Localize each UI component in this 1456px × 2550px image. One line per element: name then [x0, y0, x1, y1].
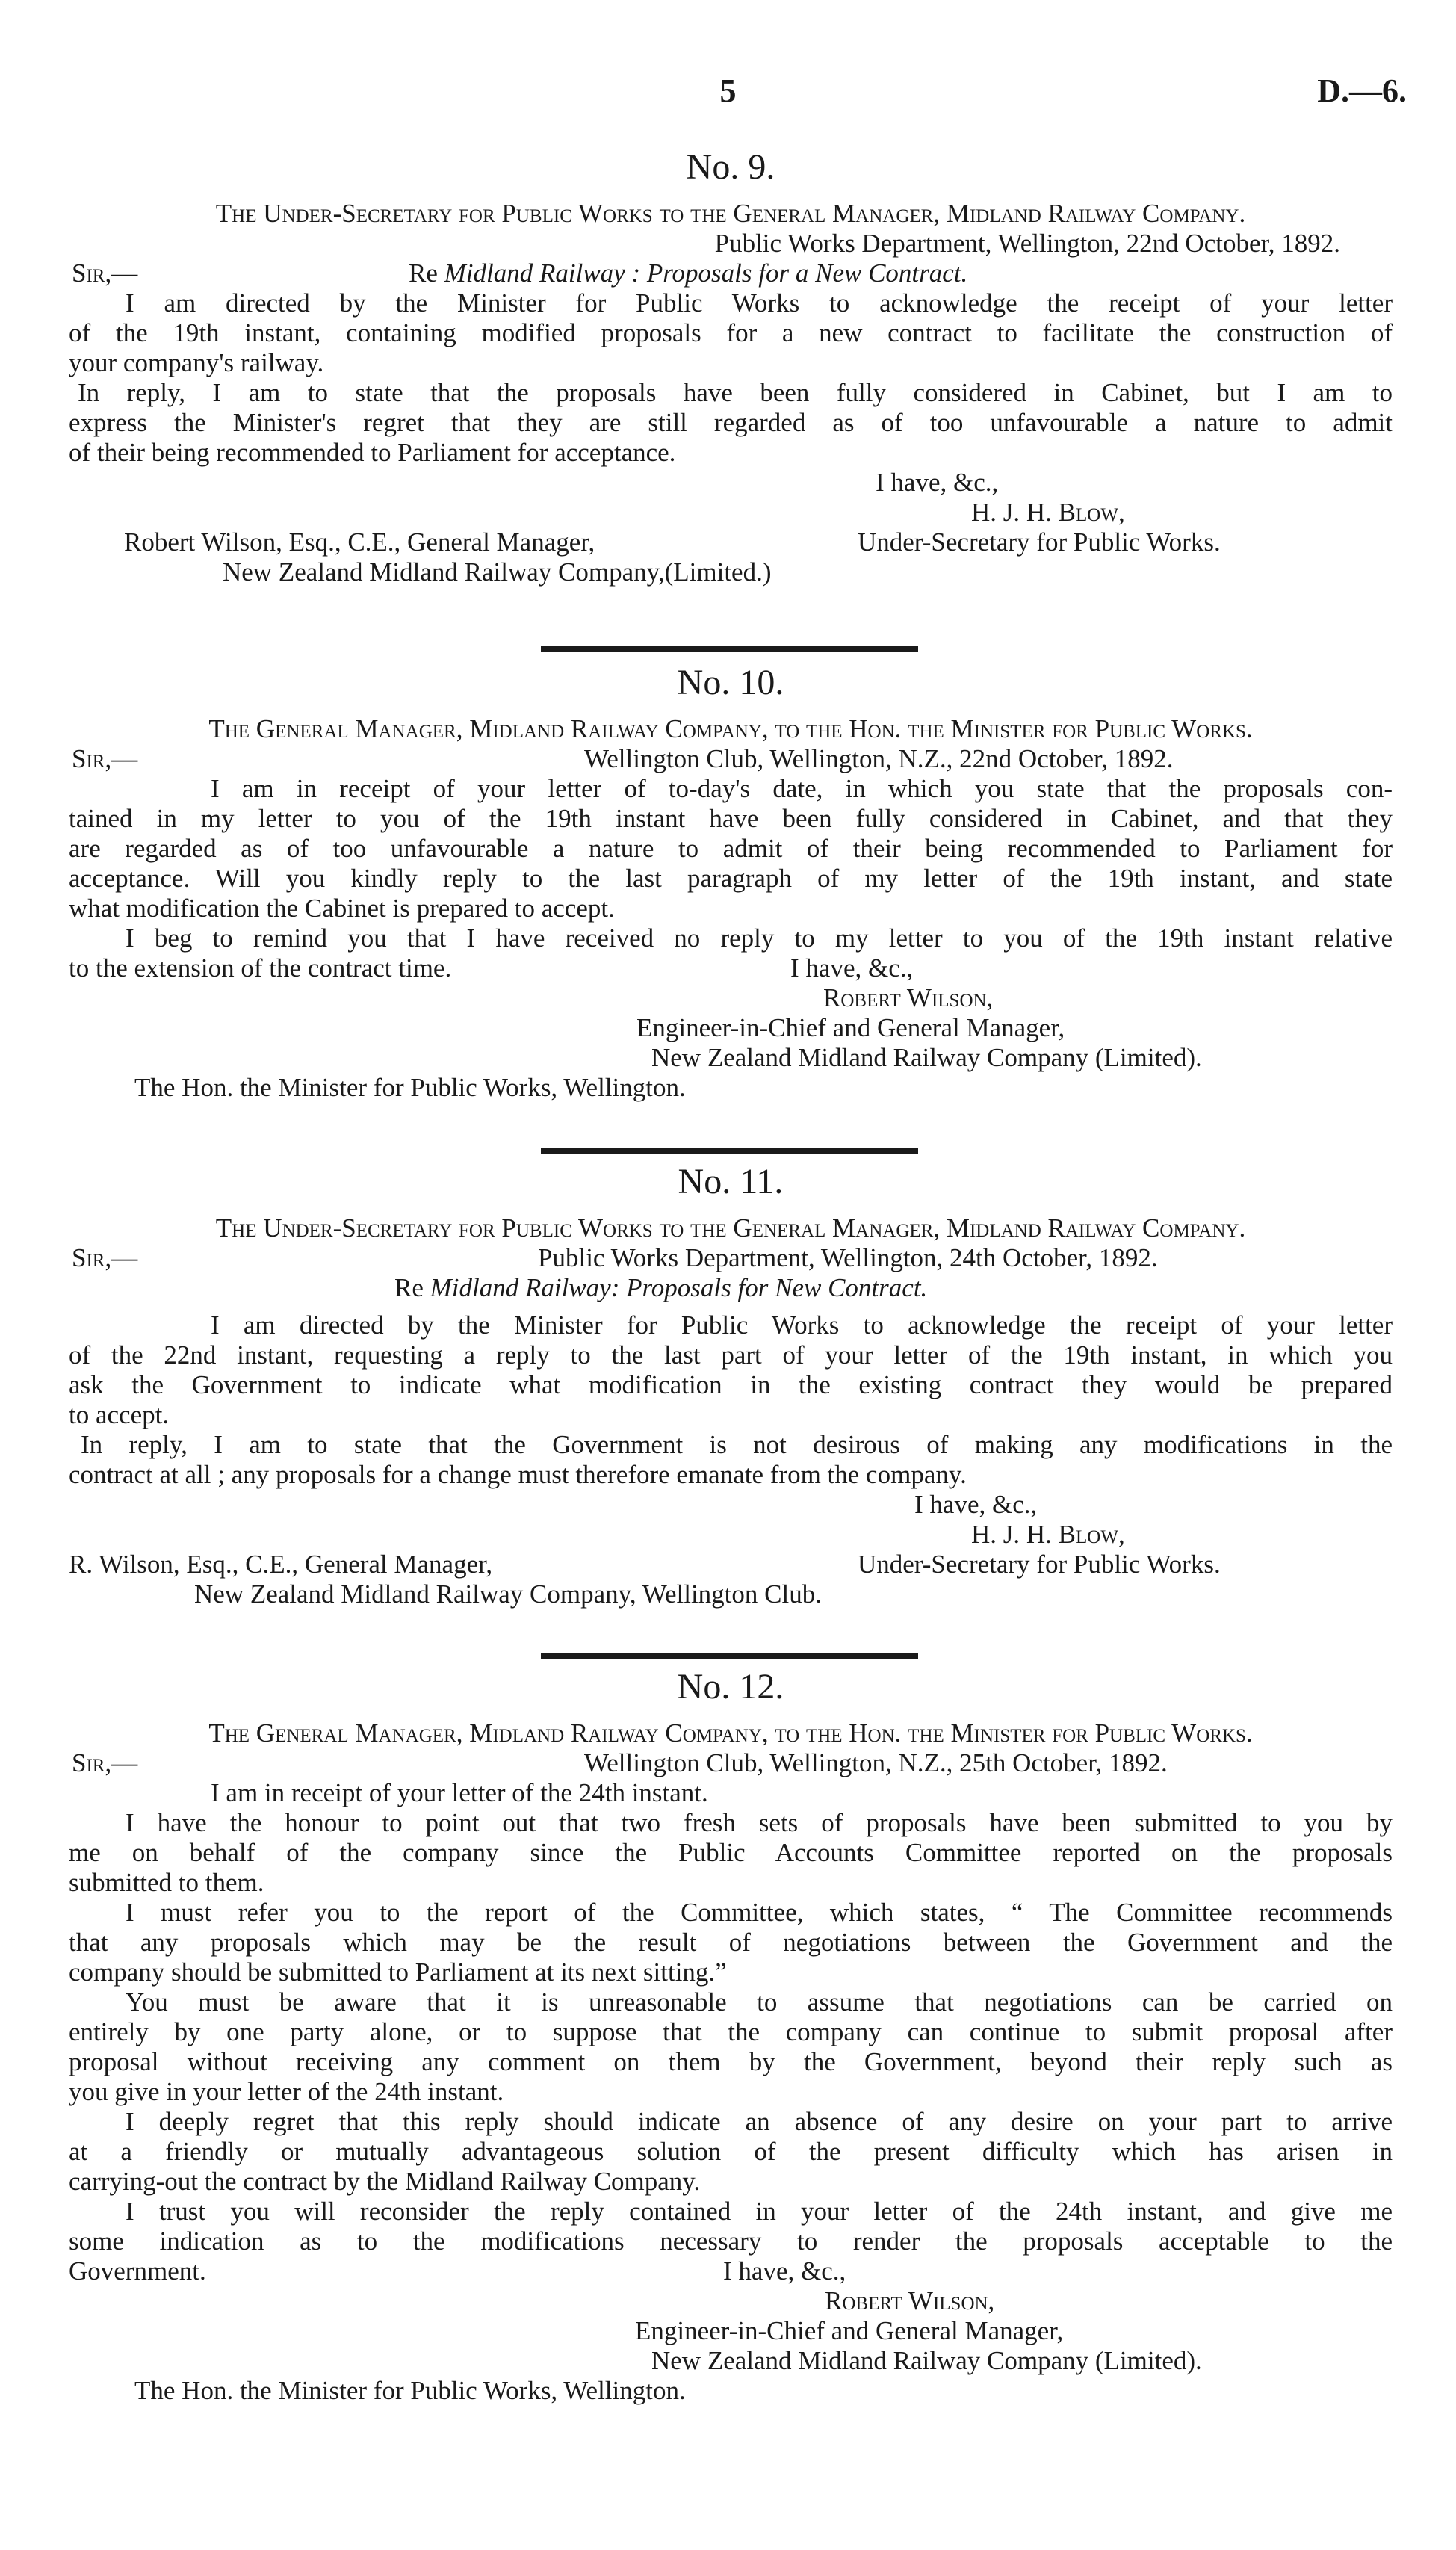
paragraph-line: that any proposals which may be the result of negotiations between the Government and the: [69, 1928, 1393, 1957]
section-divider: [541, 1148, 918, 1154]
addressee: R. Wilson, Esq., C.E., General Manager,: [69, 1550, 493, 1579]
signature: H. J. H. Blow,: [971, 1520, 1125, 1549]
letter-address: Public Works Department, Wellington, 24th October, 1892.: [538, 1243, 1158, 1272]
paragraph-line: you give in your letter of the 24th instant.: [69, 2077, 504, 2106]
salutation-row: [69, 1243, 1393, 1273]
letter-9: [69, 146, 1393, 587]
paragraph-line: acceptance. Will you kindly reply to the last paragraph of my letter of the 19th instant, and state: [69, 864, 1393, 893]
subject-text: Midland Railway : Proposals for a New Contract.: [444, 259, 968, 288]
paragraph-line: of the 22nd instant, requesting a reply to the last part of your letter of the 19th instant, in which you: [69, 1340, 1393, 1370]
title-row: [69, 527, 1393, 557]
paragraph-line: your company's railway.: [69, 348, 324, 377]
signature-row: [69, 2286, 1393, 2316]
paragraph-line: me on behalf of the company since the Public Accounts Committee reported on the proposals: [69, 1838, 1393, 1867]
closing: I have, &c.,: [790, 953, 914, 982]
paragraph-line: company should be submitted to Parliament at its next sitting.”: [69, 1958, 727, 1987]
letter-header: The Under-Secretary for Public Works to the General Manager, Midland Railway Company.: [215, 199, 1246, 228]
signatory-company: New Zealand Midland Railway Company (Limited).: [651, 1043, 1202, 1072]
paragraph-line: of the 19th instant, containing modified proposals for a new contract to facilitate the construction of: [69, 318, 1393, 347]
letter-header: The General Manager, Midland Railway Company, to the Hon. the Minister for Public Works.: [208, 714, 1253, 743]
signatory-company: New Zealand Midland Railway Company (Limited).: [651, 2346, 1202, 2375]
paragraph-line: ask the Government to indicate what modification in the existing contract they would be prepared: [69, 1370, 1393, 1399]
addressee: Robert Wilson, Esq., C.E., General Manager,: [124, 527, 595, 557]
addressee-row: [69, 1073, 1393, 1103]
closing: I have, &c.,: [876, 468, 999, 497]
signatory-title: Engineer-in-Chief and General Manager,: [635, 2316, 1064, 2345]
page-number: 5: [719, 72, 737, 109]
section-divider: [541, 1653, 918, 1659]
subject-text: Midland Railway: Proposals for New Contract.: [430, 1273, 928, 1302]
letter-number: No. 12.: [677, 1667, 784, 1706]
subject-prefix: Re: [394, 1273, 424, 1302]
salutation-row: [69, 259, 1393, 288]
letter-address: Wellington Club, Wellington, N.Z., 25th October, 1892.: [584, 1748, 1168, 1777]
paragraph-line: I am in receipt of your letter of the 24th instant.: [211, 1778, 708, 1807]
paragraph-line: I am directed by the Minister for Public Works to acknowledge the receipt of your letter: [211, 1310, 1393, 1340]
paragraph-line: entirely by one party alone, or to suppose that the company can continue to submit proposal after: [69, 2017, 1393, 2046]
signature-row: [69, 498, 1393, 527]
letter-number: No. 10.: [677, 663, 784, 702]
title-row-2: [69, 2346, 1393, 2376]
closing-row: [69, 468, 1393, 498]
addressee: The Hon. the Minister for Public Works, Wellington.: [134, 2376, 686, 2405]
letter-11: [69, 1161, 1393, 1609]
paragraph-line: of their being recommended to Parliament for acceptance.: [69, 438, 676, 467]
salutation: Sir,—: [72, 744, 138, 773]
salutation: Sir,—: [72, 259, 138, 288]
closing: I have, &c.,: [914, 1490, 1038, 1519]
addressee: The Hon. the Minister for Public Works, Wellington.: [134, 1073, 686, 1102]
section-divider: [541, 646, 918, 652]
paragraph-line: Government.: [69, 2256, 206, 2286]
paragraph-line: contract at all ; any proposals for a change must therefore emanate from the company.: [69, 1460, 967, 1489]
letter-number: No. 9.: [686, 147, 775, 187]
paragraph-line: tained in my letter to you of the 19th instant have been fully considered in Cabinet, and that they: [69, 804, 1393, 833]
paragraph-line: In reply, I am to state that the Government is not desirous of making any modifications in the: [81, 1430, 1393, 1459]
paragraph-line: I trust you will reconsider the reply contained in your letter of the 24th instant, and give me: [126, 2197, 1393, 2226]
closing-row: [69, 953, 1393, 983]
signature: Robert Wilson,: [823, 983, 994, 1012]
signature: Robert Wilson,: [825, 2286, 995, 2315]
addressee-row: [69, 1579, 1393, 1609]
letter-header: The Under-Secretary for Public Works to the General Manager, Midland Railway Company.: [215, 1213, 1246, 1242]
signatory-title: Under-Secretary for Public Works.: [858, 527, 1221, 557]
salutation-row: [69, 744, 1393, 774]
addressee-row: [69, 2376, 1393, 2406]
letter-address: Public Works Department, Wellington, 22nd October, 1892.: [714, 229, 1340, 258]
paragraph-line: I am in receipt of your letter of to-day's date, in which you state that the proposals con-: [211, 774, 1393, 803]
paragraph-line: carrying-out the contract by the Midland Railway Company.: [69, 2167, 701, 2196]
paragraph-line: at a friendly or mutually advantageous solution of the present difficulty which has arisen in: [69, 2137, 1393, 2166]
paragraph-line: what modification the Cabinet is prepared to accept.: [69, 894, 615, 923]
paragraph-line: I am directed by the Minister for Public Works to acknowledge the receipt of your letter: [126, 288, 1393, 318]
document-reference: D.—6.: [1317, 72, 1407, 109]
title-row: [69, 2316, 1393, 2346]
subject-row: [69, 1273, 1393, 1303]
paragraph-line: You must be aware that it is unreasonable to assume that negotiations can be carried on: [126, 1987, 1393, 2017]
addressee-company: New Zealand Midland Railway Company, Wellington Club.: [194, 1579, 822, 1609]
closing-row: [69, 2256, 1393, 2286]
paragraph-line: I beg to remind you that I have received no reply to my letter to you of the 19th instant relative: [126, 923, 1393, 953]
paragraph-line: are regarded as of too unfavourable a nature to admit of their being recommended to Parliament for: [69, 834, 1393, 863]
letter-header: The General Manager, Midland Railway Company, to the Hon. the Minister for Public Works.: [208, 1718, 1253, 1748]
paragraph-line: I have the honour to point out that two fresh sets of proposals have been submitted to you by: [126, 1808, 1393, 1837]
paragraph-line: some indication as to the modifications necessary to render the proposals acceptable to the: [69, 2226, 1393, 2256]
letter-address: Wellington Club, Wellington, N.Z., 22nd October, 1892.: [584, 744, 1174, 773]
paragraph-line: I must refer you to the report of the Committee, which states, “ The Committee recommends: [126, 1898, 1393, 1927]
paragraph-line: I deeply regret that this reply should indicate an absence of any desire on your part to arrive: [126, 2107, 1393, 2136]
salutation: Sir,—: [72, 1243, 138, 1272]
signatory-title: Engineer-in-Chief and General Manager,: [636, 1013, 1065, 1042]
paragraph-line: In reply, I am to state that the proposals have been fully considered in Cabinet, but I am to: [78, 378, 1393, 407]
title-row: [69, 1550, 1393, 1579]
addressee-company: New Zealand Midland Railway Company,(Limited.): [223, 557, 772, 587]
letter-10: [69, 662, 1393, 1103]
letter-12: [69, 1666, 1393, 2406]
paragraph-line: to accept.: [69, 1400, 170, 1429]
signature: H. J. H. Blow,: [971, 498, 1125, 527]
closing-row: [69, 1490, 1393, 1520]
signatory-title: Under-Secretary for Public Works.: [858, 1550, 1221, 1579]
signature-row: [69, 983, 1393, 1013]
title-row-2: [69, 1043, 1393, 1073]
title-row: [69, 1013, 1393, 1043]
signature-row: [69, 1520, 1393, 1550]
paragraph-line: proposal without receiving any comment on them by the Government, beyond their reply such as: [69, 2047, 1393, 2076]
salutation-row: [69, 1748, 1393, 1778]
subject-line: [394, 1273, 927, 1303]
paragraph-line: submitted to them.: [69, 1868, 264, 1897]
letter-number: No. 11.: [678, 1162, 784, 1201]
closing: I have, &c.,: [723, 2256, 846, 2286]
addressee-row: [69, 557, 1393, 587]
subject-prefix: Re: [409, 259, 438, 288]
salutation: Sir,—: [72, 1748, 138, 1777]
subject-line: [409, 259, 967, 288]
paragraph-line: to the extension of the contract time.: [69, 953, 452, 982]
paragraph-line: express the Minister's regret that they are still regarded as of too unfavourable a nature to admit: [69, 408, 1393, 437]
